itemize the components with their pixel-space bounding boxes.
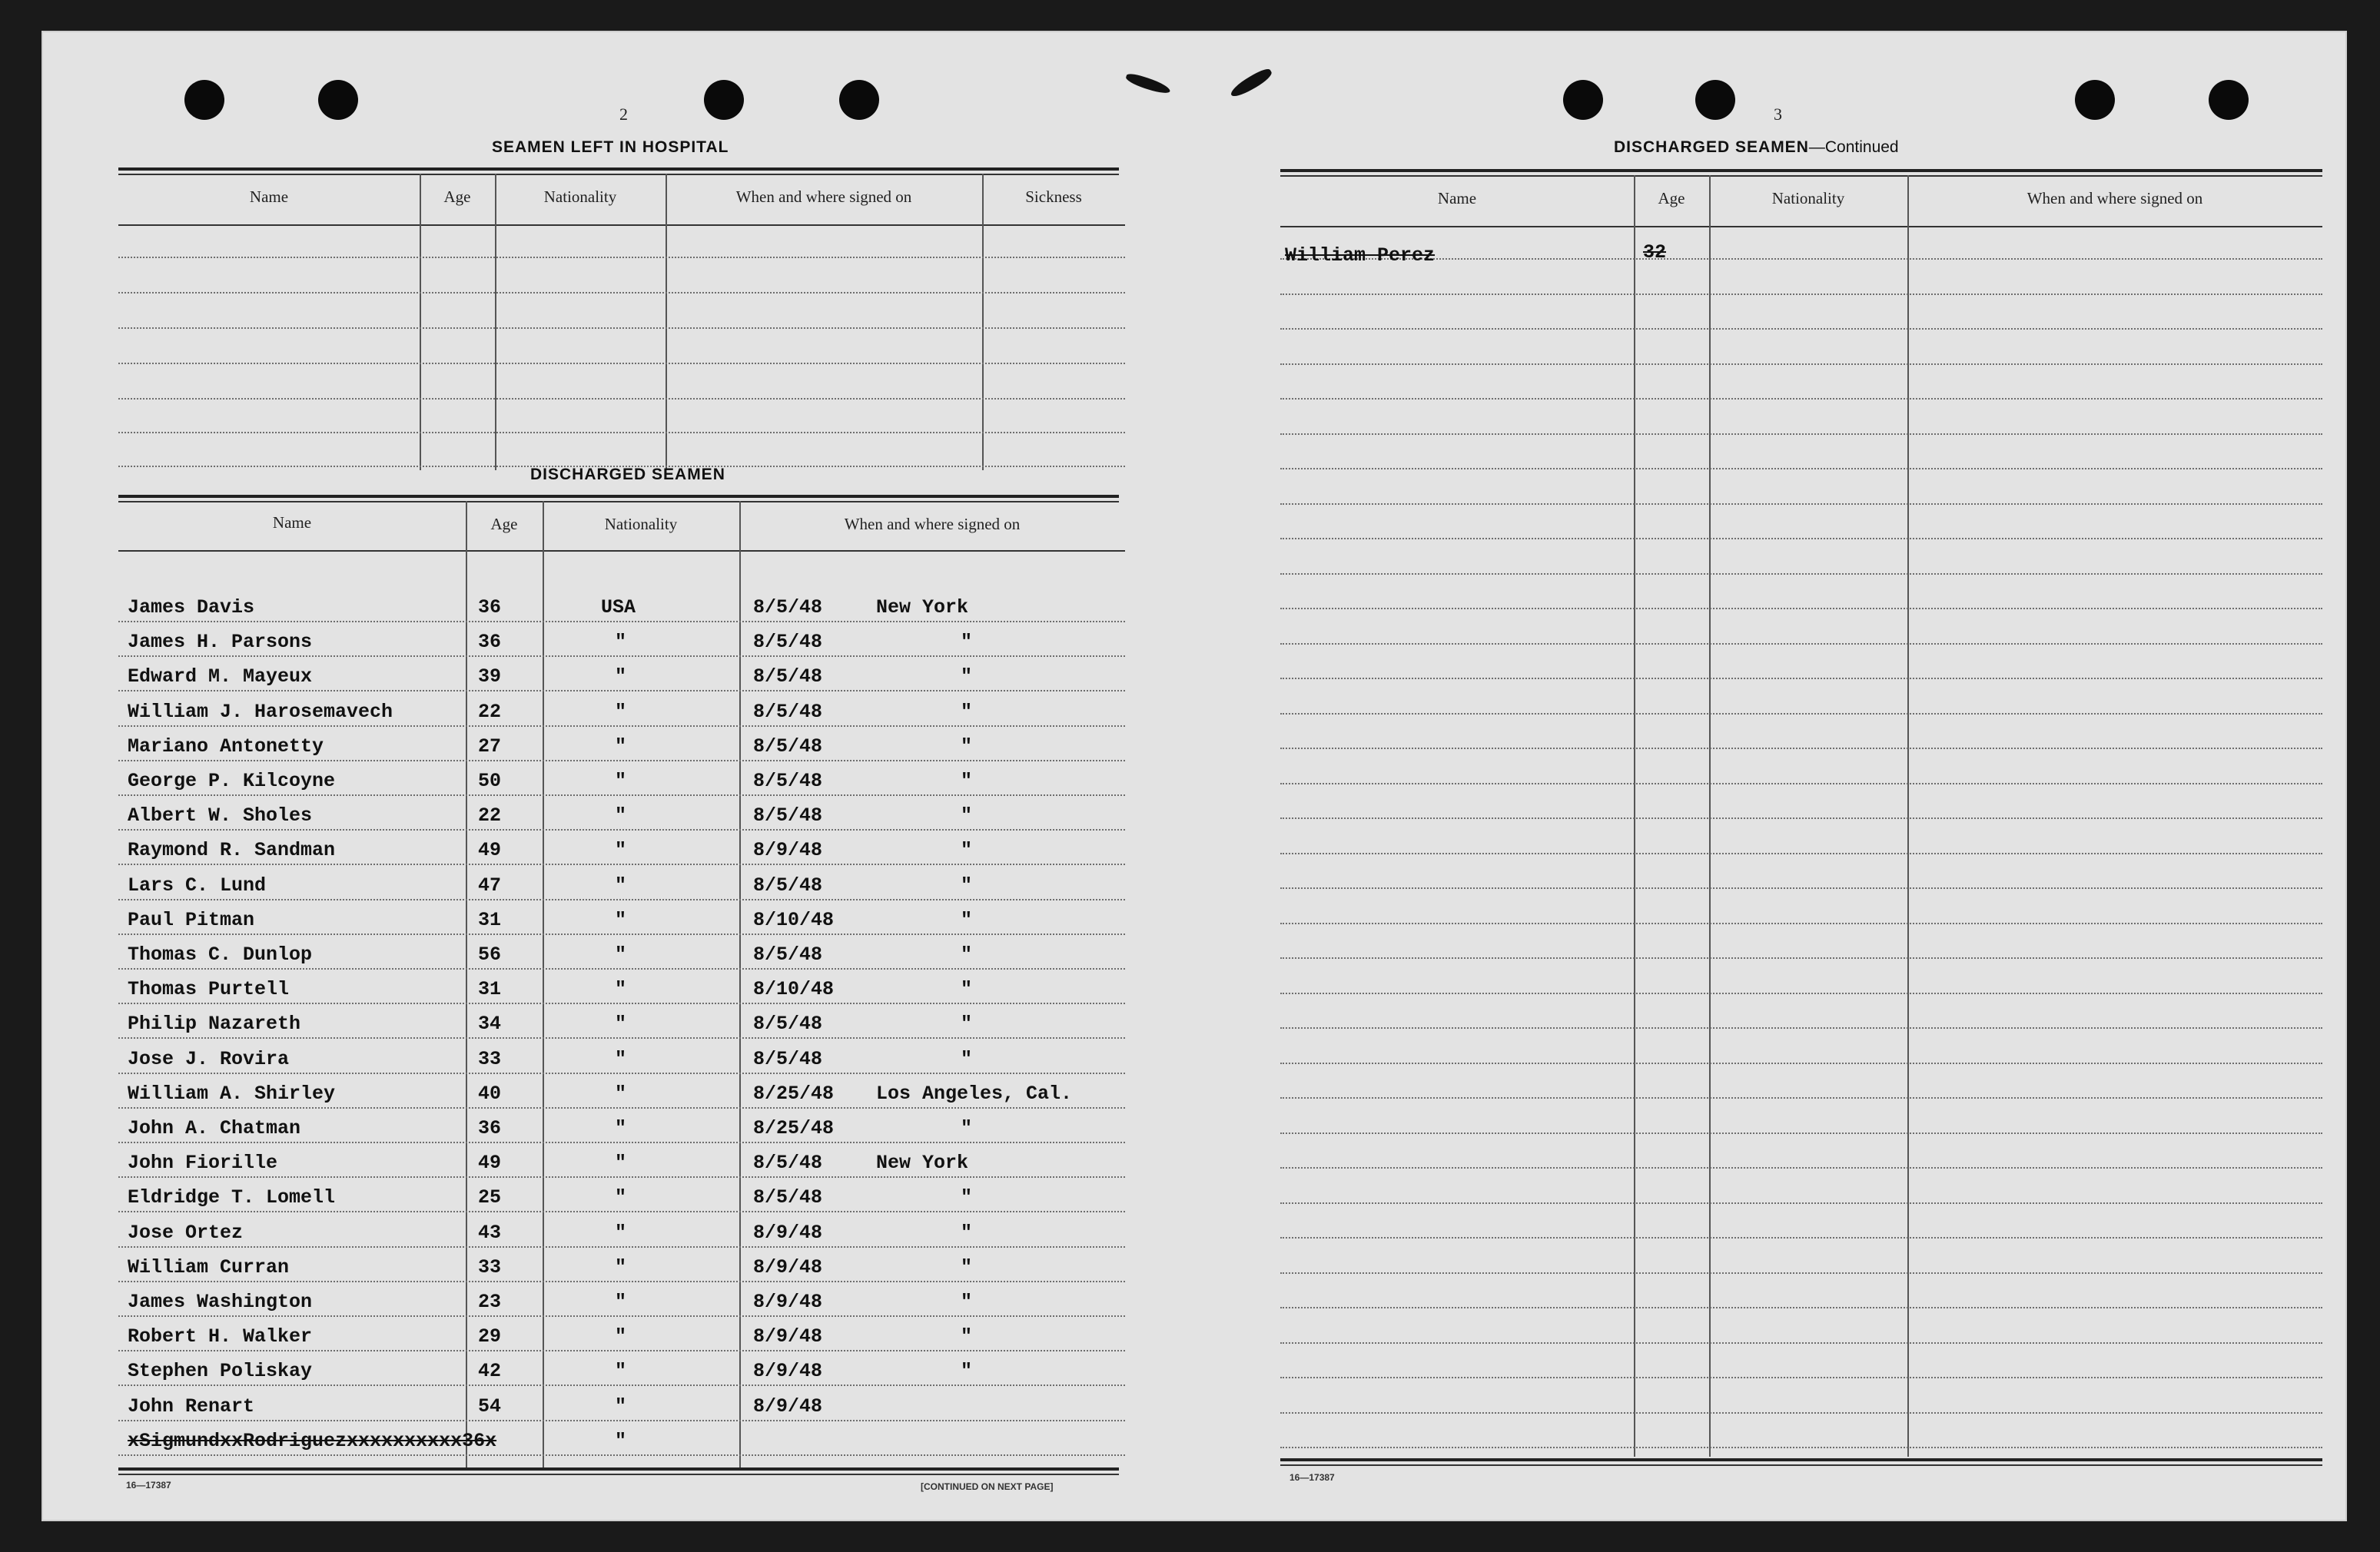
- row-place: ": [961, 839, 973, 861]
- row-age: 43: [478, 1222, 502, 1244]
- row-age: 40: [478, 1083, 502, 1105]
- row-date: 8/5/48: [753, 943, 823, 966]
- row-place: ": [961, 701, 973, 723]
- rule: [1280, 169, 2322, 172]
- row-date: 8/25/48: [753, 1117, 835, 1139]
- punch-hole: [2075, 80, 2115, 120]
- row-date: 8/9/48: [753, 839, 823, 861]
- row-line: [118, 934, 1125, 935]
- row-line: [1280, 538, 2322, 539]
- row-nationality: ": [615, 1117, 627, 1139]
- row-name: Jose Ortez: [128, 1222, 244, 1244]
- row-date: 8/5/48: [753, 1048, 823, 1070]
- row-nationality: ": [615, 1013, 627, 1035]
- row-line: [118, 725, 1125, 727]
- row-name: John A. Chatman: [128, 1117, 301, 1139]
- row-nationality: USA: [601, 596, 636, 618]
- right-section-title: [1614, 138, 1899, 157]
- row-line: [1280, 678, 2322, 679]
- row-line: [1280, 1307, 2322, 1308]
- row-nationality: ": [615, 804, 627, 827]
- row-line: [1280, 1272, 2322, 1274]
- continued-note: [CONTINUED ON NEXT PAGE]: [921, 1481, 1054, 1492]
- rule: [118, 167, 1119, 171]
- row-line: [1280, 328, 2322, 330]
- hospital-col-name: Name: [249, 187, 289, 206]
- row-place: New York: [876, 1152, 969, 1174]
- rule: [1280, 175, 2322, 177]
- col-divider: [739, 501, 741, 1467]
- row-line: [118, 1315, 1125, 1317]
- col-divider: [982, 174, 984, 470]
- row-name: Edward M. Mayeux: [128, 665, 313, 688]
- row-line: [118, 690, 1125, 691]
- row-date: 8/9/48: [753, 1395, 823, 1418]
- row-age: 47: [478, 874, 502, 897]
- row-place: ": [961, 1325, 973, 1348]
- row-line: [1280, 1342, 2322, 1344]
- row-line: [118, 1350, 1125, 1351]
- row-name: James Davis: [128, 596, 255, 618]
- punch-hole: [184, 80, 224, 120]
- row-line: [118, 794, 1125, 796]
- row-line: [118, 1281, 1125, 1282]
- row-line: [1280, 573, 2322, 575]
- punch-hole: [2209, 80, 2249, 120]
- row-name: William J. Harosemavech: [128, 701, 393, 723]
- row-line: [118, 1107, 1125, 1109]
- row-date: 8/5/48: [753, 874, 823, 897]
- right-col-name: Name: [1437, 189, 1477, 207]
- row-line: [1280, 1167, 2322, 1169]
- row-age: 25: [478, 1186, 502, 1209]
- row-name: Philip Nazareth: [128, 1013, 301, 1035]
- ink-mark: [1124, 71, 1171, 96]
- right-section-title-main: DISCHARGED SEAMEN: [1614, 138, 1809, 156]
- punch-hole: [1563, 80, 1603, 120]
- row-place: ": [961, 1291, 973, 1313]
- rule: [1280, 1458, 2322, 1461]
- row-nationality: ": [615, 1360, 627, 1382]
- rule: [118, 174, 1119, 175]
- punch-hole: [704, 80, 744, 120]
- row-line: [1280, 993, 2322, 994]
- row-line: [118, 1246, 1125, 1248]
- row-line: [118, 899, 1125, 900]
- row-line: [1280, 363, 2322, 365]
- row-line: [1280, 1097, 2322, 1099]
- row-age: 27: [478, 735, 502, 758]
- row-date: 8/5/48: [753, 1186, 823, 1209]
- row-date: 8/5/48: [753, 1152, 823, 1174]
- row-line: [118, 1003, 1125, 1004]
- row-age: 29: [478, 1325, 502, 1348]
- row-line: [118, 292, 1125, 293]
- row-date: 8/25/48: [753, 1083, 835, 1105]
- row-line: [1280, 468, 2322, 469]
- row-line: [118, 1385, 1125, 1386]
- discharged-col-age: Age: [490, 515, 518, 533]
- row-age: 49: [478, 1152, 502, 1174]
- row-nationality: ": [615, 839, 627, 861]
- row-place: Los Angeles, Cal.: [876, 1083, 1073, 1105]
- row-line: [118, 432, 1125, 433]
- row-name: Stephen Poliskay: [128, 1360, 313, 1382]
- row-date: 8/5/48: [753, 631, 823, 653]
- row-line: [118, 829, 1125, 831]
- row-age: 23: [478, 1291, 502, 1313]
- row-place: ": [961, 1256, 973, 1278]
- col-divider: [420, 174, 421, 470]
- row-line: [118, 1211, 1125, 1212]
- row-name: xSigmundxxRodriguezxxxxxxxxxx36x: [128, 1430, 497, 1452]
- row-date: 8/5/48: [753, 596, 823, 618]
- row-line: [118, 1454, 1125, 1456]
- row-date: 8/5/48: [753, 701, 823, 723]
- row-name: Paul Pitman: [128, 909, 255, 931]
- row-nationality: ": [615, 1291, 627, 1313]
- row-line: [118, 1420, 1125, 1421]
- page-number: 2: [619, 104, 628, 124]
- punch-hole: [318, 80, 358, 120]
- row-name: William A. Shirley: [128, 1083, 336, 1105]
- row-place: ": [961, 874, 973, 897]
- row-line: [118, 1073, 1125, 1074]
- row-line: [118, 864, 1125, 865]
- row-date: 8/9/48: [753, 1325, 823, 1348]
- row-nationality: ": [615, 1256, 627, 1278]
- row-place: ": [961, 978, 973, 1000]
- row-place: ": [961, 631, 973, 653]
- row-age: 34: [478, 1013, 502, 1035]
- row-line: [118, 257, 1125, 258]
- row-line: [1280, 1377, 2322, 1378]
- row-line: [118, 621, 1125, 622]
- rule: [118, 224, 1125, 226]
- row-line: [1280, 1202, 2322, 1204]
- row-date: 8/9/48: [753, 1360, 823, 1382]
- form-number: 16—17387: [1290, 1472, 1335, 1483]
- col-divider: [1907, 175, 1909, 1457]
- row-line: [1280, 853, 2322, 854]
- discharged-col-name: Name: [272, 513, 312, 532]
- hospital-col-nationality: Nationality: [543, 187, 617, 206]
- row-nationality: ": [615, 874, 627, 897]
- row-age: 36: [478, 631, 502, 653]
- row-line: [1280, 1412, 2322, 1414]
- hospital-col-age: Age: [443, 187, 471, 206]
- row-name: Mariano Antonetty: [128, 735, 324, 758]
- row-line: [1280, 748, 2322, 749]
- rule: [1280, 226, 2322, 227]
- row-line: [1280, 503, 2322, 505]
- discharged-col-signed-on: When and where signed on: [844, 515, 1021, 533]
- row-line: [1280, 433, 2322, 435]
- row-place: ": [961, 1013, 973, 1035]
- row-place: ": [961, 909, 973, 931]
- row-age: 56: [478, 943, 502, 966]
- punch-hole: [839, 80, 879, 120]
- row-nationality: ": [615, 631, 627, 653]
- row-nationality: ": [615, 770, 627, 792]
- row-date: 8/5/48: [753, 1013, 823, 1035]
- row-nationality: ": [615, 665, 627, 688]
- row-nationality: ": [615, 1325, 627, 1348]
- row-date: 8/5/48: [753, 735, 823, 758]
- row-name: James Washington: [128, 1291, 313, 1313]
- rule: [118, 495, 1119, 498]
- row-line: [118, 1037, 1125, 1039]
- row-age: 31: [478, 978, 502, 1000]
- row-name: Thomas Purtell: [128, 978, 290, 1000]
- row-nationality: ": [615, 701, 627, 723]
- row-line: [1280, 1237, 2322, 1239]
- row-date: 8/9/48: [753, 1291, 823, 1313]
- right-col-signed-on: When and where signed on: [2026, 189, 2203, 207]
- row-line: [1280, 258, 2322, 260]
- row-line: [118, 327, 1125, 329]
- row-age: 22: [478, 804, 502, 827]
- rule: [118, 550, 1125, 552]
- col-divider: [466, 501, 467, 1467]
- row-place: ": [961, 1117, 973, 1139]
- col-divider: [543, 501, 544, 1467]
- row-nationality: ": [615, 1048, 627, 1070]
- row-date: 8/5/48: [753, 665, 823, 688]
- row-line: [118, 398, 1125, 400]
- col-divider: [495, 174, 496, 470]
- right-row-name: William Perez: [1285, 244, 1436, 267]
- row-nationality: ": [615, 735, 627, 758]
- row-place: ": [961, 804, 973, 827]
- row-nationality: ": [615, 1395, 627, 1418]
- row-age: 42: [478, 1360, 502, 1382]
- row-date: 8/9/48: [753, 1256, 823, 1278]
- row-line: [118, 968, 1125, 970]
- row-name: John Renart: [128, 1395, 255, 1418]
- punch-hole: [1695, 80, 1735, 120]
- row-age: 54: [478, 1395, 502, 1418]
- row-nationality: ": [615, 943, 627, 966]
- row-age: 33: [478, 1256, 502, 1278]
- discharged-col-nationality: Nationality: [604, 515, 678, 533]
- row-line: [1280, 957, 2322, 959]
- row-line: [1280, 608, 2322, 609]
- row-date: 8/5/48: [753, 770, 823, 792]
- row-name: Jose J. Rovira: [128, 1048, 290, 1070]
- rule: [118, 1474, 1119, 1475]
- row-age: 33: [478, 1048, 502, 1070]
- row-name: Albert W. Sholes: [128, 804, 313, 827]
- page-number: 3: [1774, 104, 1782, 124]
- row-line: [118, 1176, 1125, 1178]
- row-line: [1280, 923, 2322, 924]
- row-line: [1280, 1132, 2322, 1134]
- col-divider: [1709, 175, 1711, 1457]
- row-line: [118, 760, 1125, 761]
- rule: [1280, 1464, 2322, 1466]
- row-name: Eldridge T. Lomell: [128, 1186, 336, 1209]
- row-name: Raymond R. Sandman: [128, 839, 336, 861]
- form-number: 16—17387: [126, 1480, 171, 1491]
- row-line: [118, 655, 1125, 657]
- document-sheet: [41, 31, 2347, 1521]
- row-name: John Fiorille: [128, 1152, 278, 1174]
- row-age: 39: [478, 665, 502, 688]
- row-nationality: ": [615, 1152, 627, 1174]
- right-col-nationality: Nationality: [1771, 189, 1845, 207]
- row-line: [118, 363, 1125, 364]
- row-place: ": [961, 1048, 973, 1070]
- discharged-section-title: DISCHARGED SEAMEN: [530, 466, 725, 483]
- row-age: 22: [478, 701, 502, 723]
- row-line: [1280, 1063, 2322, 1064]
- row-line: [1280, 713, 2322, 715]
- row-date: 8/10/48: [753, 978, 835, 1000]
- row-place: ": [961, 735, 973, 758]
- row-age: 36: [478, 1117, 502, 1139]
- row-age: 49: [478, 839, 502, 861]
- row-name: William Curran: [128, 1256, 290, 1278]
- row-nationality: ": [615, 1222, 627, 1244]
- row-nationality: ": [615, 1083, 627, 1105]
- row-name: Thomas C. Dunlop: [128, 943, 313, 966]
- right-section-title-suffix: —Continued: [1808, 138, 1899, 156]
- rule: [118, 501, 1119, 502]
- row-place: ": [961, 770, 973, 792]
- row-place: ": [961, 1360, 973, 1382]
- row-line: [1280, 783, 2322, 784]
- row-nationality: ": [615, 1430, 627, 1452]
- row-age: 36: [478, 596, 502, 618]
- row-name: George P. Kilcoyne: [128, 770, 336, 792]
- col-divider: [666, 174, 667, 470]
- hospital-col-signed-on: When and where signed on: [735, 187, 912, 206]
- row-line: [1280, 293, 2322, 295]
- row-nationality: ": [615, 1186, 627, 1209]
- row-name: Robert H. Walker: [128, 1325, 313, 1348]
- row-age: 31: [478, 909, 502, 931]
- rule: [118, 1467, 1119, 1471]
- row-line: [1280, 1447, 2322, 1448]
- hospital-col-sickness: Sickness: [1025, 187, 1082, 206]
- row-nationality: ": [615, 978, 627, 1000]
- ink-mark: [1228, 66, 1274, 100]
- row-name: James H. Parsons: [128, 631, 313, 653]
- row-place: New York: [876, 596, 969, 618]
- row-age: 50: [478, 770, 502, 792]
- row-name: Lars C. Lund: [128, 874, 267, 897]
- row-date: 8/10/48: [753, 909, 835, 931]
- row-line: [1280, 1027, 2322, 1029]
- right-row-age: 32: [1643, 241, 1667, 264]
- row-line: [1280, 817, 2322, 819]
- row-nationality: ": [615, 909, 627, 931]
- col-divider: [1634, 175, 1635, 1457]
- row-line: [1280, 398, 2322, 400]
- row-place: ": [961, 1186, 973, 1209]
- hospital-section-title: SEAMEN LEFT IN HOSPITAL: [492, 138, 729, 156]
- row-date: 8/9/48: [753, 1222, 823, 1244]
- row-date: 8/5/48: [753, 804, 823, 827]
- row-place: ": [961, 665, 973, 688]
- row-place: ": [961, 1222, 973, 1244]
- row-place: ": [961, 943, 973, 966]
- row-line: [118, 1142, 1125, 1143]
- row-line: [1280, 643, 2322, 645]
- row-line: [1280, 887, 2322, 889]
- right-col-age: Age: [1658, 189, 1685, 207]
